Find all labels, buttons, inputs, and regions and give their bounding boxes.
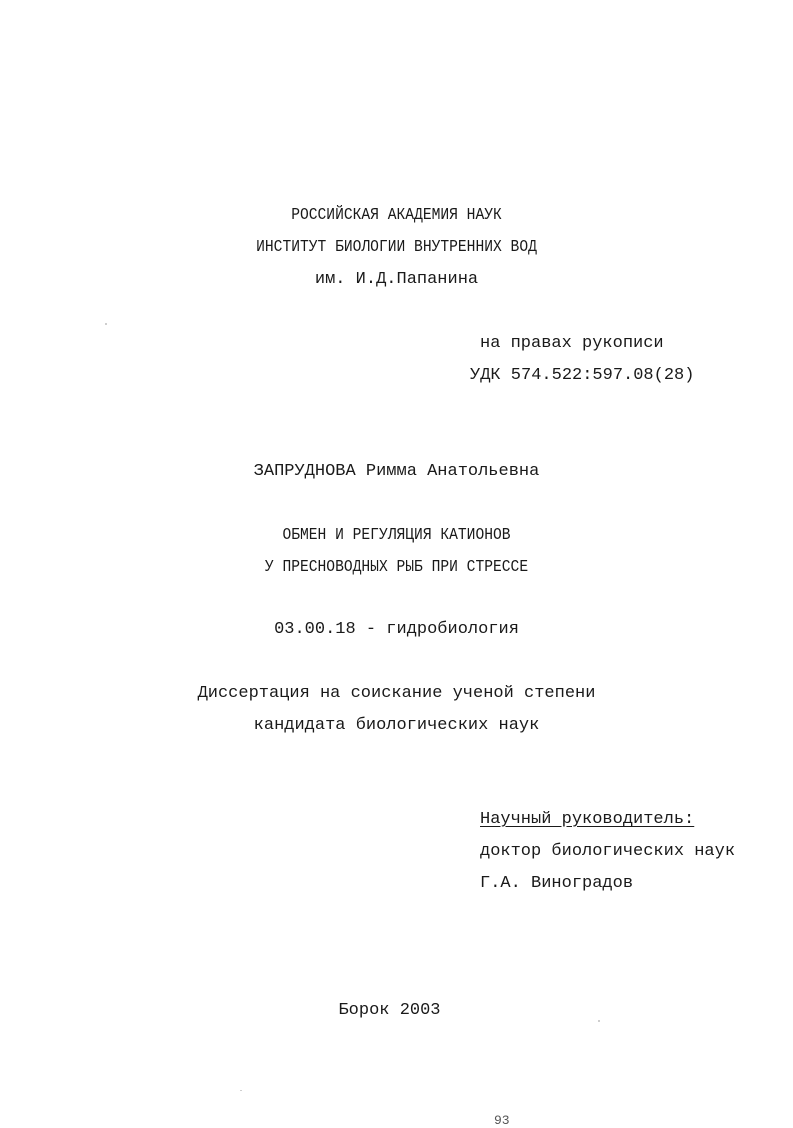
scan-speck bbox=[598, 1020, 600, 1022]
scan-speck bbox=[240, 1090, 242, 1091]
specialty-code: 03.00.18 - гидробиология bbox=[274, 620, 519, 639]
thesis-title-line-1: ОБМЕН И РЕГУЛЯЦИЯ КАТИОНОВ bbox=[282, 526, 511, 545]
place-and-year: Борок 2003 bbox=[338, 1001, 441, 1020]
institute-named-after: им. И.Д.Папанина bbox=[314, 270, 479, 289]
page-number-fragment: 93 bbox=[494, 1113, 510, 1128]
supervisor-heading: Научный руководитель: bbox=[480, 810, 695, 829]
scan-speck bbox=[105, 323, 107, 325]
academy-name: РОССИЙСКАЯ АКАДЕМИЯ НАУК bbox=[291, 206, 502, 225]
supervisor-rank: доктор биологических наук bbox=[480, 842, 736, 861]
manuscript-rights-note: на правах рукописи bbox=[480, 334, 664, 353]
supervisor-name: Г.А. Виноградов bbox=[480, 874, 634, 893]
degree-line-1: Диссертация на соискание ученой степени bbox=[197, 684, 596, 703]
institute-name: ИНСТИТУТ БИОЛОГИИ ВНУТРЕННИХ ВОД bbox=[256, 238, 537, 257]
degree-line-2: кандидата биологических наук bbox=[253, 716, 540, 735]
thesis-title-line-2: У ПРЕСНОВОДНЫХ РЫБ ПРИ СТРЕССЕ bbox=[264, 558, 529, 577]
author-name: ЗАПРУДНОВА Римма Анатольевна bbox=[253, 462, 540, 481]
udc-code: УДК 574.522:597.08(28) bbox=[470, 366, 695, 385]
